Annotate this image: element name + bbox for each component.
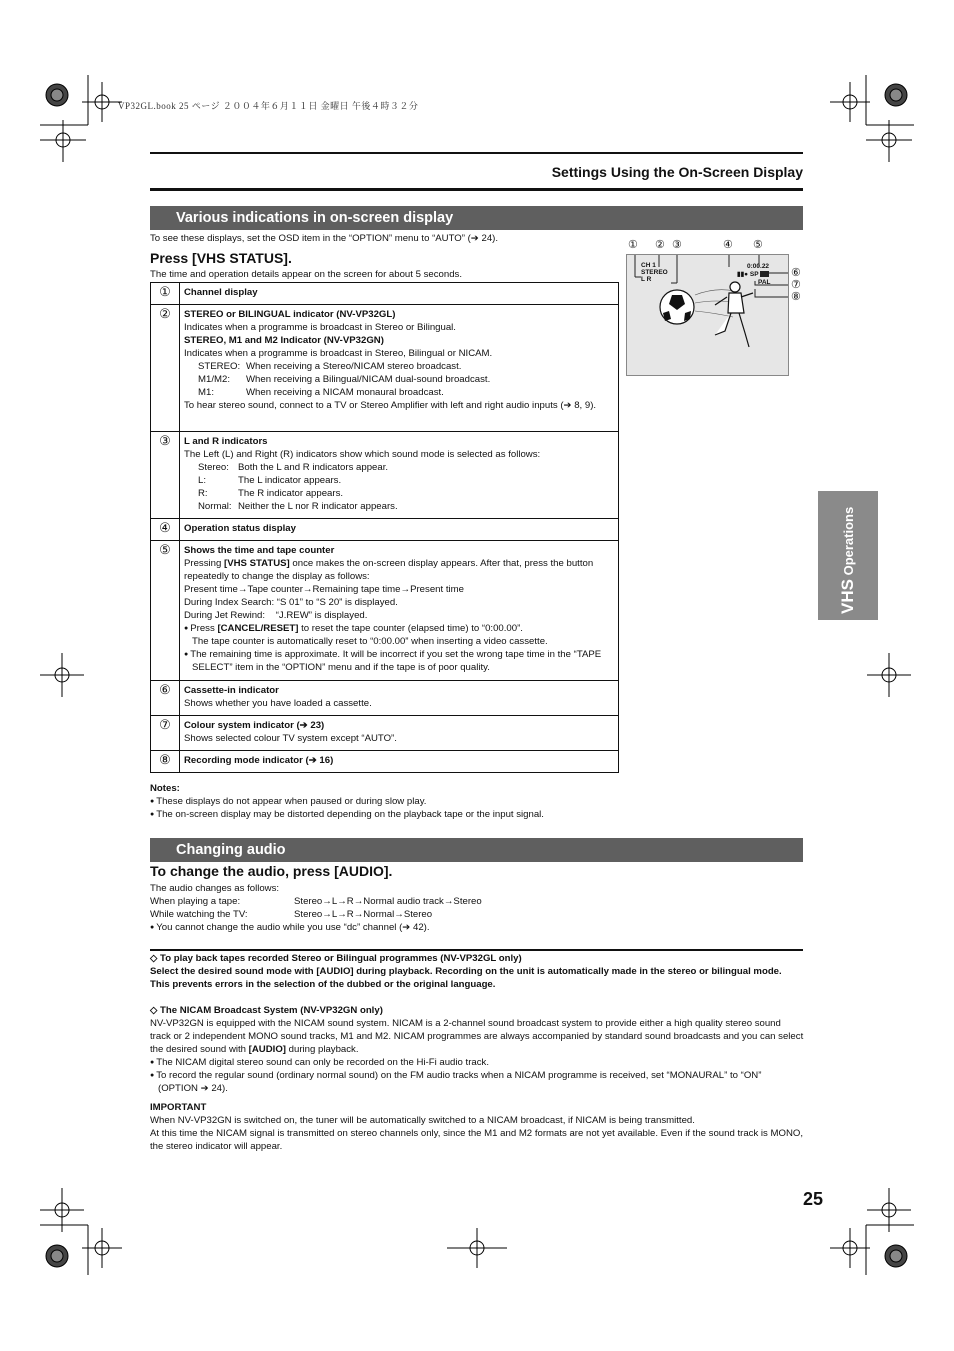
page-number: 25 <box>803 1189 824 1209</box>
row-text: Present time→Tape counter→Remaining tape time→Present time <box>184 584 464 595</box>
table-row <box>151 305 619 432</box>
osd-marker: ① <box>628 239 638 251</box>
section-title-audio: Changing audio <box>176 842 286 858</box>
row-text: To hear stereo sound, connect to a TV or Stereo Amplifier with left and right audio inputs (➔ 8, 9). <box>184 400 597 411</box>
row-text: During Index Search: “S 01” to “S 20” is displayed. <box>184 597 398 608</box>
osd-sp-line <box>737 270 769 278</box>
note-item: ● These displays do not appear when paused or during slow play. <box>150 795 544 808</box>
osd-marker: ③ <box>672 239 682 251</box>
row-number: ⑤ <box>151 541 180 681</box>
box-body: Select the desired sound mode with [AUDIO] during playback. Recording on the unit is automatically made in the stereo or bilingual mode. This prevents errors in the selection of the dubbed or the original language. <box>150 966 782 990</box>
row-title: Recording mode indicator (➔ 16) <box>184 755 334 766</box>
row-text: During Jet Rewind: “J.REW” is displayed. <box>184 610 368 621</box>
row-title: Shows the time and tape counter <box>184 545 335 556</box>
audio-row <box>150 908 650 921</box>
kv-value: The R indicator appears. <box>238 488 344 499</box>
print-header: VP32GL.book 25 ページ ２００４年６月１１日 金曜日 午後４時３２分 <box>118 101 419 111</box>
row-title: Cassette-in indicator <box>184 685 279 696</box>
kv-value: When receiving a Stereo/NICAM stereo broadcast. <box>246 361 462 372</box>
row-kv <box>184 360 614 373</box>
audio-row <box>150 895 650 908</box>
row-bullet <box>184 622 614 635</box>
text-run-bold: [AUDIO] <box>248 1044 286 1055</box>
audio-key: While watching the TV: <box>150 909 248 920</box>
kv-value: The L indicator appears. <box>238 475 342 486</box>
side-tab-big: VHS <box>838 579 857 614</box>
kv-key: M1: <box>198 387 214 398</box>
osd-screen <box>626 254 789 376</box>
kv-value: Neither the L nor R indicator appears. <box>238 501 398 512</box>
section-band-audio <box>150 838 803 862</box>
stereo-bilingual-box <box>150 952 804 991</box>
row-kv <box>184 461 614 474</box>
osd-time: 0:00.22 <box>747 263 770 270</box>
running-head: Settings Using the On-Screen Display <box>551 164 803 180</box>
osd-pal: PAL <box>758 279 771 286</box>
text-run: to reset the tape counter (elapsed time) to “0:00.00”. <box>298 623 523 634</box>
box-bullet: ● The NICAM digital stereo sound can only be recorded on the Hi-Fi audio track. <box>150 1056 804 1069</box>
audio-text: The audio changes as follows: <box>150 883 280 894</box>
box-body <box>150 1017 804 1056</box>
row-title: Operation status display <box>184 523 296 534</box>
box-bullet: ● To record the regular sound (ordinary normal sound) on the FM audio tracks when a NICAM programme is received, set “MONAURAL” to “ON” (OPTION ➔ 24). <box>150 1069 804 1095</box>
row-text <box>184 557 614 583</box>
row-text: Indicates when a programme is broadcast in Stereo, Bilingual or NICAM. <box>184 348 493 359</box>
kv-value: When receiving a Bilingual/NICAM dual-sound broadcast. <box>246 374 491 385</box>
box-title: ◇ The NICAM Broadcast System (NV-VP32GN only) <box>150 1005 383 1016</box>
table-row <box>151 751 619 773</box>
table-row <box>151 681 619 716</box>
osd-marker: ② <box>655 239 665 251</box>
audio-value: Stereo→L→R→Normal→Stereo <box>294 909 433 920</box>
row-title: Channel display <box>184 287 258 298</box>
osd-marker: ⑦ <box>791 279 801 291</box>
text-run: Pressing <box>184 558 224 569</box>
change-audio-heading: To change the audio, press [AUDIO]. <box>150 863 393 879</box>
kv-key: L: <box>198 475 207 486</box>
row-kv <box>184 474 614 487</box>
notes <box>150 782 544 821</box>
kv-value: When receiving a NICAM monaural broadcast. <box>246 387 444 398</box>
table-row <box>151 283 619 305</box>
row-title: STEREO or BILINGUAL indicator (NV-VP32GL) <box>184 309 396 320</box>
row-number: ② <box>151 305 180 432</box>
kv-key: M1/M2: <box>198 374 230 385</box>
kv-key: Stereo: <box>198 462 229 473</box>
osd-markers <box>626 238 806 254</box>
row-text: Indicates when a programme is broadcast in Stereo or Bilingual. <box>184 322 456 333</box>
text-run-bold: [VHS STATUS] <box>224 558 290 569</box>
row-number: ③ <box>151 432 180 519</box>
osd-lr: L R <box>641 276 652 283</box>
press-vhs-status-heading: Press [VHS STATUS]. <box>150 250 292 266</box>
section1-subtext: The time and operation details appear on the screen for about 5 seconds. <box>150 269 462 280</box>
text-run: NV-VP32GN is equipped with the NICAM sound system. NICAM is a 2-channel sound broadcast system to provide either a high quality stereo sound track or 2 independent MONO sound tracks, M1 and M2. NICAM programmes are always accompanied by standard sound broadcasts and you can select the desired sound with <box>150 1018 804 1055</box>
kv-key: R: <box>198 488 208 499</box>
audio-description <box>150 882 650 934</box>
notes-title: Notes: <box>150 783 180 794</box>
text-run: once makes the on-screen display appears. After that, press the button repeatedly to change the display as follows: <box>184 558 594 582</box>
audio-bullet: ● You cannot change the audio while you use “dc” channel (➔ 42). <box>150 921 650 934</box>
section1-intro: To see these displays, set the OSD item in the “OPTION” menu to “AUTO” (➔ 24). <box>150 233 499 244</box>
row-kv <box>184 500 614 513</box>
row-number: ⑦ <box>151 716 180 751</box>
text-run-bold: [CANCEL/RESET] <box>217 623 299 634</box>
kv-key: Normal: <box>198 501 232 512</box>
section-title-indications: Various indications in on-screen display <box>176 210 454 226</box>
box-rule <box>150 949 803 951</box>
osd-marker: ⑥ <box>791 267 801 279</box>
row-kv <box>184 373 614 386</box>
osd-sp: SP <box>749 271 759 278</box>
side-tab-label <box>838 507 858 614</box>
table-row <box>151 432 619 519</box>
indicator-table <box>150 282 619 773</box>
important-title: IMPORTANT <box>150 1102 207 1113</box>
osd-stereo: STEREO <box>641 269 668 276</box>
section-band-indications <box>150 206 803 230</box>
osd-marker: ⑤ <box>753 239 763 251</box>
rec-icon <box>760 271 769 277</box>
cassette-icon: ▮▮● <box>737 271 749 278</box>
row-number: ④ <box>151 519 180 541</box>
head-rule-top <box>150 152 803 154</box>
text-run: during playback. <box>285 1044 359 1055</box>
table-row <box>151 716 619 751</box>
row-kv <box>184 386 614 399</box>
note-item: ● The on-screen display may be distorted depending on the playback tape or the input signal. <box>150 808 544 821</box>
kv-value: Both the L and R indicators appear. <box>238 462 389 473</box>
row-text: Shows whether you have loaded a cassette. <box>184 698 372 709</box>
box-title: ◇ To play back tapes recorded Stereo or Bilingual programmes (NV-VP32GL only) <box>150 953 522 964</box>
audio-value: Stereo→L→R→Normal audio track→Stereo <box>294 896 482 907</box>
row-title: STEREO, M1 and M2 Indicator (NV-VP32GN) <box>184 335 384 346</box>
important-text: At this time the NICAM signal is transmitted on stereo channels only, since the M1 and M2 formats are not yet available. Even if the sound track is MONO, the stereo indicator will appear. <box>150 1128 804 1152</box>
row-text: The Left (L) and Right (R) indicators show which sound mode is selected as follows: <box>184 449 541 460</box>
row-text: Shows selected colour TV system except “AUTO”. <box>184 733 397 744</box>
row-bullet: ● The remaining time is approximate. It will be incorrect if you set the wrong tape time in the “TAPE SELECT” item in the “OPTION” menu and if the tape is of poor quality. <box>184 648 614 674</box>
audio-key: When playing a tape: <box>150 896 241 907</box>
row-title: L and R indicators <box>184 436 268 447</box>
row-text: The tape counter is automatically reset to “0:00.00” when inserting a video cassette. <box>192 636 548 647</box>
important-text: When NV-VP32GN is switched on, the tuner will be automatically switched to a NICAM broadcast, if NICAM is being transmitted. <box>150 1115 695 1126</box>
side-tab-small: Operations <box>841 506 856 580</box>
row-kv <box>184 487 614 500</box>
row-title: Colour system indicator (➔ 23) <box>184 720 325 731</box>
text-run: Press <box>190 623 218 634</box>
osd-marker: ④ <box>723 239 733 251</box>
nicam-box <box>150 1004 804 1153</box>
head-rule-bottom <box>150 188 803 191</box>
row-number: ① <box>151 283 180 305</box>
row-number: ⑥ <box>151 681 180 716</box>
osd-ch: CH 1 <box>641 262 656 269</box>
kv-key: STEREO: <box>198 361 241 372</box>
table-row <box>151 541 619 681</box>
table-row <box>151 519 619 541</box>
osd-marker: ⑧ <box>791 291 801 303</box>
row-number: ⑧ <box>151 751 180 773</box>
